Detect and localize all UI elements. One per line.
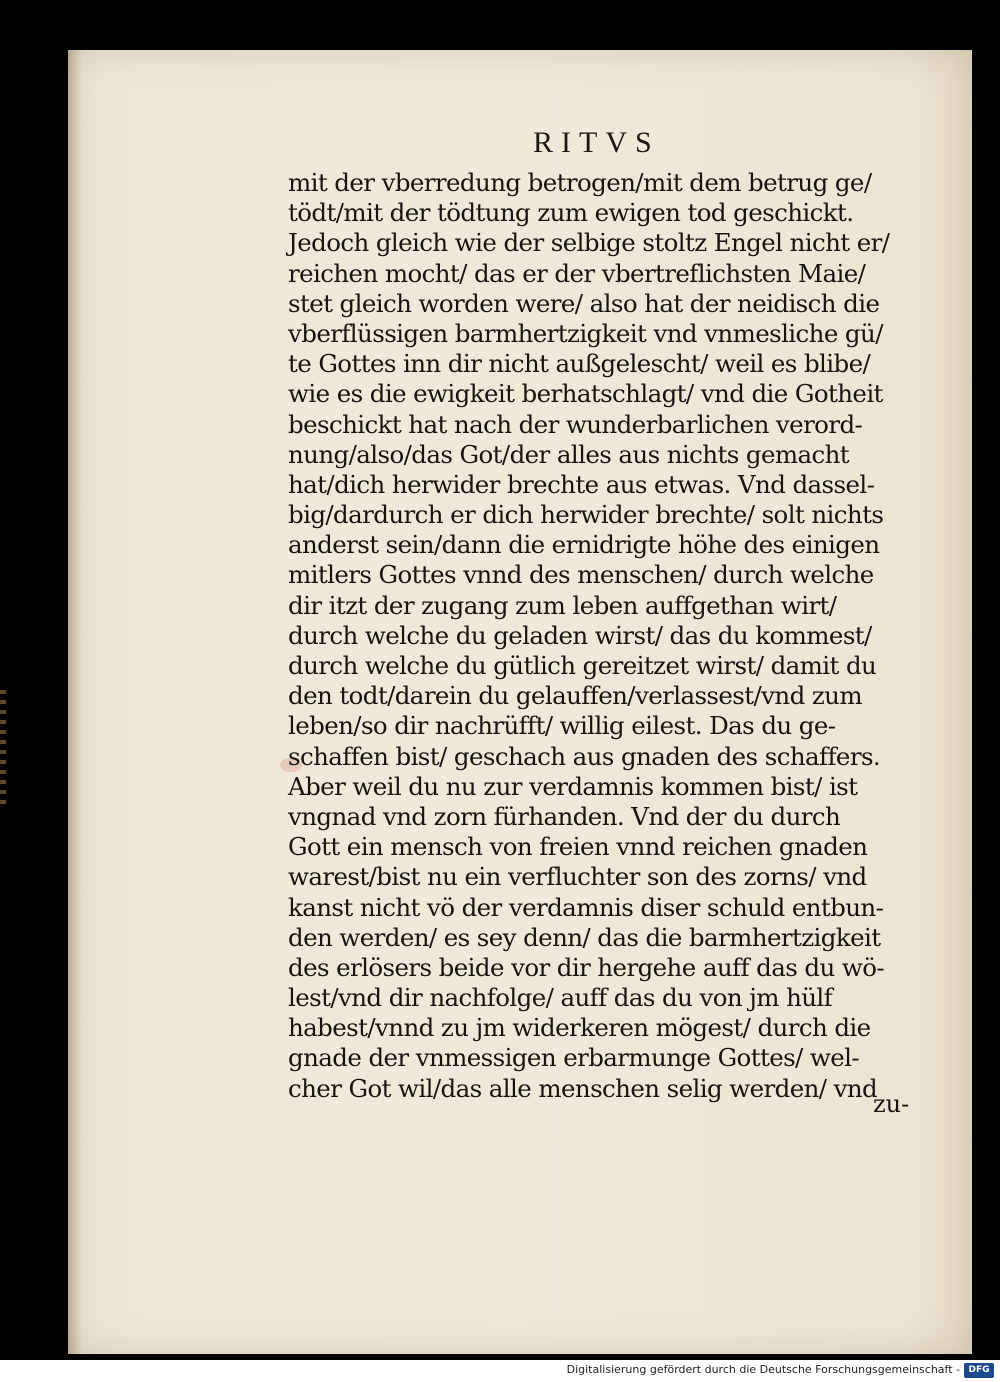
scanner-edge-marks [0, 690, 6, 810]
text-line: mit der vberredung betrogen/mit dem betrug ge/ [288, 168, 872, 197]
dfg-logo: DFG [964, 1363, 994, 1378]
text-line: Jedoch gleich wie der selbige stoltz Engel nicht er/ [288, 228, 890, 258]
text-line: tödt/mit der tödtung zum ewigen tod geschickt. [288, 198, 854, 228]
text-line: beschickt hat nach der wunderbarlichen verord- [288, 409, 863, 439]
text-line: hat/dich herwider brechte aus etwas. Vnd dassel- [288, 469, 875, 499]
footer-bar [0, 1360, 1000, 1382]
text-line: te Gottes inn dir nicht außgelescht/ weil es blibe/ [288, 349, 871, 379]
text-line: dir itzt der zugang zum leben auffgethan wirt/ [288, 590, 837, 620]
text-line: kanst nicht vö der verdamnis diser schuld entbun- [288, 892, 884, 922]
text-line: habest/vnnd zu jm widerkeren mögest/ durch die [288, 1013, 871, 1043]
text-line: mitlers Gottes vnnd des menschen/ durch welche [288, 560, 874, 590]
text-line: cher Got wil/das alle menschen selig werden/ vnd [288, 1073, 878, 1103]
catchword: zu- [873, 1090, 910, 1118]
text-line: wie es die ewigkeit berhatschlagt/ vnd die Gotheit [288, 379, 883, 409]
text-line: des erlösers beide vor dir hergehe auff das du wö- [288, 952, 885, 982]
text-line: lest/vnd dir nachfolge/ auff das du von jm hülf [288, 983, 833, 1013]
text-line: Aber weil du nu zur verdamnis kommen bist/ ist [288, 771, 858, 801]
text-line: durch welche du gütlich gereitzet wirst/ damit du [288, 651, 877, 680]
running-head: RITVS [533, 126, 660, 159]
text-line: schaffen bist/ geschach aus gnaden des schaffers. [288, 741, 881, 771]
text-line: reichen mocht/ das er der vbertreflichsten Maie/ [288, 258, 866, 288]
body-text [288, 168, 958, 1104]
text-line: vngnad vnd zorn fürhanden. Vnd der du durch [288, 801, 841, 831]
text-line: stet gleich worden were/ also hat der neidisch die [288, 288, 880, 318]
text-line: gnade der vnmessigen erbarmunge Gottes/ wel- [288, 1043, 860, 1073]
text-line: vberflüssigen barmhertzigkeit vnd vnmesliche gü/ [288, 318, 883, 348]
text-line: nung/also/das Got/der alles aus nichts gemacht [288, 439, 850, 469]
book-page [68, 50, 972, 1354]
text-line: anderst sein/dann die ernidrigte höhe des einigen [288, 530, 880, 560]
text-line: durch welche du geladen wirst/ das du kommest/ [288, 620, 872, 650]
page-gutter-shadow [68, 50, 82, 1354]
text-line: big/dardurch er dich herwider brechte/ solt nichts [288, 500, 884, 530]
funding-credit: Digitalisierung gefördert durch die Deutsche Forschungsgemeinschaft - [566, 1363, 960, 1376]
text-line: den werden/ es sey denn/ das die barmhertzigkeit [288, 922, 881, 952]
text-line: leben/so dir nachrüfft/ willig eilest. Das du ge- [288, 711, 836, 741]
text-line: Gott ein mensch von freien vnnd reichen gnaden [288, 832, 868, 862]
text-line: warest/bist nu ein verfluchter son des zorns/ vnd [288, 862, 867, 892]
text-line: den todt/darein du gelauffen/verlassest/vnd zum [288, 681, 862, 711]
